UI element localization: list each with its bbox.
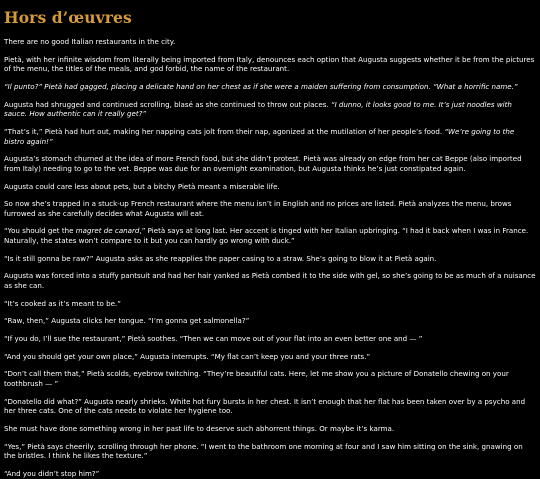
text-run: “Raw, then,” Augusta clicks her tongue. “I’m gonna get salmonella?” [4,316,250,326]
story-paragraph [4,182,536,192]
story-paragraph [4,334,536,344]
italic-text-run: “I dunno, it looks good to me. It’s just noodles with sauce. How authentic can it really get?” [4,99,512,119]
text-run: “Don’t call them that,” Pietà scolds, eyebrow twitching. “They’re beautiful cats. Here, let me show you a picture of Donatello chewing on your toothbrush — ” [4,369,509,389]
story-paragraph [4,55,536,74]
story-paragraph [4,316,536,326]
story-paragraph [4,127,536,146]
story-paragraph [4,154,536,173]
text-run: So now she’s trapped in a stuck-up French restaurant where the menu isn’t in English and no prices are listed. Pietà analyzes the menu, brows furrowed as she carefully decides what Augusta will eat. [4,199,512,218]
text-run: Pietà, with her infinite wisdom from literally being imported from Italy, denounces each option that Augusta suggests whether it be from the pictures of the menu, the titles of the meals, and god forbid, the name of the restaurant. [4,54,535,74]
text-run: “If you do, I’ll sue the restaurant,” Pietà soothes. “Then we can move out of your flat into an even better one and — ” [4,334,423,344]
italic-text-run: magret de canard [75,226,140,236]
story-paragraph [4,469,536,479]
text-run: She must have done something wrong in her past life to deserve such abhorrent things. Or maybe it’s karma. [4,424,395,434]
page-title: Hors d’œuvres [4,8,132,27]
text-run: “And you should get your own place,” Augusta interrupts. “My flat can’t keep you and your three rats.” [4,351,371,361]
text-run: Augusta had shrugged and continued scrolling, blasé as she continued to throw out places. [4,99,331,109]
italic-text-run: “We’re going to the bistro again!” [4,126,515,146]
story-paragraph [4,254,536,264]
story-paragraph [4,199,536,218]
text-run: “And you didn’t stop him?” [4,469,100,478]
story-paragraph [4,226,536,245]
text-run: “Donatello did what?” Augusta nearly shrieks. White hot fury bursts in her chest. It isn’t enough that her flat has been taken over by a psycho and her three cats. One of the cats needs to violate her hygiene too. [4,396,526,416]
italic-text-run: “Il punto?” Pietà had gagged, placing a delicate hand on her chest as if she were a maiden suffering from consumption. “What a horrific name.” [4,81,518,91]
text-run: “It’s cooked as it’s meant to be.” [4,298,121,308]
story-paragraph [4,397,536,416]
story-paragraph [4,100,536,119]
text-run: Augusta’s stomach churned at the idea of more French food, but she didn’t protest. Pietà was already on edge from her cat Beppe (also imported from Italy) needing to go to the vet. Beppe was due for an overnight examination, but Augusta thinks he’s just constipated again. [4,154,522,173]
text-run: ,” Pietà says at long last. Her accent is tinged with her Italian upbringing. “I had it back when I was in France. Naturally, the states won’t compare to it but you can hardly go wrong with duck.” [4,226,529,246]
story-paragraph [4,424,536,434]
text-run: There are no good Italian restaurants in the city. [4,37,176,46]
story-body [4,37,536,479]
story-paragraph [4,352,536,362]
story-paragraph [4,271,536,290]
story-paragraph [4,82,536,92]
text-run: “That’s it,” Pietà had hurt out, making her napping cats jolt from their nap, agonized at the mutilation of her people’s food. [4,126,445,136]
story-paragraph [4,299,536,309]
text-run: “Is it still gonna be raw?” Augusta asks as she reapplies the paper casing to a straw. She’s going to blow it at Pietà again. [4,253,437,263]
text-run: Augusta could care less about pets, but a bitchy Pietà meant a miserable life. [4,181,280,191]
story-paragraph [4,37,536,47]
story-paragraph [4,442,536,461]
text-run: “Yes,” Pietà says cheerily, scrolling through her phone. “I went to the bathroom one morning at four and I saw him sitting on the sink, gnawing on the bristles. I think he likes the texture.” [4,441,523,461]
text-run: “You should get the [4,226,76,236]
story-paragraph [4,369,536,388]
text-run: Augusta was forced into a stuffy pantsuit and had her hair yanked as Pietà combed it to the side with gel, so she’s going to be as much of a nuisance as she can. [4,271,536,291]
